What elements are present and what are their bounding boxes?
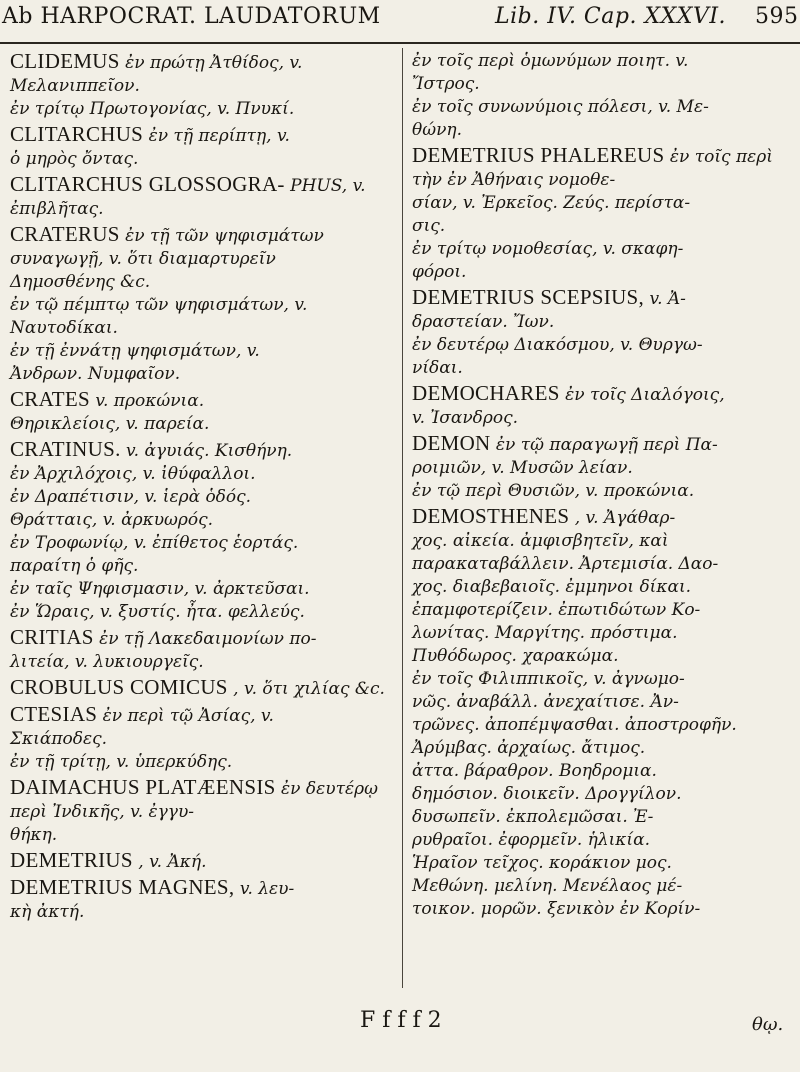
entry-line: ἐν δευτέρῳ περὶ Ἰνδικῆς, v. ἐγγυ- — [10, 779, 378, 822]
entry-line: Θράτταις, v. ἀρκυωρός. — [10, 510, 214, 530]
entry-line: χος. αἰκεία. ἀμφισβητεῖν, καὶ — [412, 531, 669, 551]
entry-line: θήκη. — [10, 825, 58, 845]
entry-line: Μεθώνη. μελίνη. Μενέλαος μέ- — [412, 876, 683, 896]
entry-line: ἐν τοῖς περὶ ὁμωνύμων ποιητ. v. — [412, 51, 689, 71]
entry-line: Ἀρύμβας. ἀρχαίως. ἄτιμος. — [412, 738, 646, 758]
entry-line: ἐν δευτέρῳ Διακόσμου, v. Θυργω- — [412, 335, 703, 355]
entry-line: ἐπαμφοτερίζειν. ἐπωτιδώτων Κο- — [412, 600, 701, 620]
entry-line: ἐν τῇ Λακεδαιμονίων πο- — [93, 629, 317, 649]
left-column — [10, 50, 395, 926]
right-column — [412, 50, 797, 923]
entry-line: , v. Ἀκή. — [132, 852, 207, 872]
entry-line: δραστείαν. Ἴων. — [412, 312, 555, 332]
entry-line: σις. — [412, 216, 446, 236]
entry-author: DEMETRIUS — [10, 848, 133, 872]
entry-line: Ναυτοδίκαι. — [10, 318, 118, 338]
entry-line: Μελανιππεῖον. — [10, 76, 140, 96]
entry-line: ἐν ταῖς Ψηφισμασιν, v. ἀρκτεῦσαι. — [10, 579, 310, 599]
entry-line: ἐν Ὥραις, v. ξυστίς. ἦτα. φελλεύς. — [10, 602, 305, 622]
entry-line: ἐν τρίτῳ νομοθεσίας, v. σκαφη- — [412, 239, 684, 259]
entry-line: κὴ ἀκτή. — [10, 902, 85, 922]
entry-line: Ἀνδρων. Νυμφαῖον. — [10, 364, 181, 384]
entry-line: ἐν περὶ τῷ Ἀσίας, v. — [97, 706, 274, 726]
entry-line: συναγωγῇ, v. ὅτι διαμαρτυρεῖν — [10, 249, 276, 269]
entry-line: Ἡραῖον τεῖχος. κοράκιον μος. — [412, 853, 672, 873]
entry-line: λωνίτας. Μαργίτης. πρόστιμα. — [412, 623, 678, 643]
entry-line: Σκιάποδες. — [10, 729, 108, 749]
catchword: θῳ. — [752, 1014, 784, 1035]
entry-author: CROBULUS COMICUS — [10, 675, 228, 699]
running-head-title: Ab HARPOCRAT. LAUDATORUM — [2, 4, 381, 29]
entry-line: PHUS, v. ἐπιβλῆτας. — [10, 176, 366, 219]
entry-line: , v. ὅτι χιλίας &c. — [227, 679, 385, 699]
index-entry — [10, 388, 395, 436]
entry-line: τρῶνες. ἀποπέμψασθαι. ἀποστροφῆν. — [412, 715, 737, 735]
running-head — [0, 4, 800, 40]
index-entry — [412, 382, 797, 430]
entry-author: DEMETRIUS PHALEREUS — [412, 143, 665, 167]
column-divider — [402, 48, 403, 988]
entry-line: θώνη. — [412, 120, 463, 140]
page-footer — [0, 1008, 800, 1038]
index-entry — [10, 50, 395, 121]
entry-line: ἐν τῷ πέμπτῳ τῶν ψηφισμάτων, v. — [10, 295, 308, 315]
entry-line: δυσωπεῖν. ἐκπολεμῶσαι. Ἐ- — [412, 807, 654, 827]
entry-line: ἐν τῇ τῶν ψηφισμάτων — [119, 226, 324, 246]
index-entry — [10, 626, 395, 674]
entry-line: ἐν τοῖς συνωνύμοις πόλεσι, v. Με- — [412, 97, 709, 117]
entry-line: λιτεία, v. λυκιουργεῖς. — [10, 652, 204, 672]
running-head-reference: Lib. IV. Cap. XXXVI. — [495, 4, 727, 29]
entry-line: ἐν τῇ τρίτῃ, v. ὑπερκύδης. — [10, 752, 233, 772]
entry-author: CRATES — [10, 387, 90, 411]
entry-line: ἐν τοῖς Διαλόγοις, — [559, 385, 725, 405]
entry-line: ἐν τοῖς Φιλιππικοῖς, v. ἀγνωμο- — [412, 669, 685, 689]
entry-line: ὁ μηρὸς ὄντας. — [10, 149, 139, 169]
index-entry — [10, 676, 395, 701]
entry-line: v. προκώνια. — [90, 391, 205, 411]
entry-line: Πυθόδωρος. χαρακώμα. — [412, 646, 619, 666]
entry-line: ἐν Δραπέτισιν, v. ἱερὰ ὁδός. — [10, 487, 252, 507]
entry-line: v. ἀγυιάς. Κισθήνη. — [120, 441, 293, 461]
entry-author: CRATERUS — [10, 222, 120, 246]
entry-author: CRATINUS. — [10, 437, 121, 461]
entry-line: Δημοσθένης &c. — [10, 272, 151, 292]
index-entry — [412, 432, 797, 503]
entry-line: ἐν τῇ περίπτῃ, v. — [143, 126, 290, 146]
index-entry — [10, 173, 395, 221]
entry-line: Θηρικλείοις, v. παρεία. — [10, 414, 210, 434]
entry-line: τοικον. μορῶν. ξενικὸν ἐν Κορίν- — [412, 899, 701, 919]
entry-line: χος. διαβεβαιοῖς. ἐμμηνοι δίκαι. — [412, 577, 692, 597]
entry-line: σίαν, v. Ἐρκεῖος. Ζεύς. περίστα- — [412, 193, 691, 213]
entry-author: CRITIAS — [10, 625, 94, 649]
index-entry — [412, 144, 797, 284]
index-entry — [412, 505, 797, 921]
entry-line: νίδαι. — [412, 358, 463, 378]
entry-line: ἐν Ἀρχιλόχοις, v. ἰθύφαλλοι. — [10, 464, 256, 484]
index-entry — [10, 849, 395, 874]
index-entry — [10, 876, 395, 924]
entry-line: v. λευ- — [234, 879, 295, 899]
entry-line: ἀττα. βάραθρον. Βοηδρομια. — [412, 761, 657, 781]
entry-line: ροιμιῶν, v. Μυσῶν λείαν. — [412, 458, 633, 478]
entry-line: ἐν Τροφωνίῳ, v. ἐπίθετος ἑορτάς. — [10, 533, 299, 553]
entry-author: CTESIAS — [10, 702, 98, 726]
entry-author: DEMETRIUS SCEPSIUS, — [412, 285, 645, 309]
index-entry — [10, 123, 395, 171]
entry-author: CLIDEMUS — [10, 49, 120, 73]
entry-line: Ἴστρος. — [412, 74, 480, 94]
entry-line: ἐν τῷ παραγωγῇ περὶ Πα- — [490, 435, 718, 455]
signature-mark: F f f f 2 — [360, 1008, 442, 1033]
entry-line: v. Ἀ- — [644, 289, 686, 309]
entry-line: v. Ἰσανδρος. — [412, 408, 519, 428]
entry-author: DAIMACHUS PLATÆENSIS — [10, 775, 276, 799]
entry-line: ἐν τῇ ἐννάτῃ ψηφισμάτων, v. — [10, 341, 260, 361]
entry-author: CLITARCHUS — [10, 122, 144, 146]
index-entry — [10, 776, 395, 847]
header-rule — [0, 42, 800, 44]
entry-author: CLITARCHUS GLOSSOGRA- — [10, 172, 285, 196]
entry-line: παραίτη ὁ φῆς. — [10, 556, 139, 576]
entry-line: δημόσιον. διοικεῖν. Δρογγίλον. — [412, 784, 682, 804]
entry-line: παρακαταβάλλειν. Ἀρτεμισία. Δαο- — [412, 554, 719, 574]
entry-line: , v. Ἀγάθαρ- — [569, 508, 676, 528]
entry-author: DEMOCHARES — [412, 381, 560, 405]
entry-author: DEMOSTHENES — [412, 504, 570, 528]
entry-author: DEMETRIUS MAGNES, — [10, 875, 235, 899]
index-entry — [10, 438, 395, 624]
entry-line: νῶς. ἀναβάλλ. ἀνεχαίτισε. Ἀν- — [412, 692, 679, 712]
page-number: 595 — [755, 4, 799, 29]
entry-line: ἐν τρίτῳ Πρωτογονίας, v. Πνυκί. — [10, 99, 295, 119]
index-entry — [10, 223, 395, 386]
index-entry — [412, 286, 797, 380]
index-entry — [412, 50, 797, 142]
index-entry — [10, 703, 395, 774]
entry-line: ἐν τῷ περὶ Θυσιῶν, v. προκώνια. — [412, 481, 695, 501]
entry-author: DEMON — [412, 431, 491, 455]
entry-line: ἐν πρώτῃ Ἀτθίδος, v. — [119, 53, 303, 73]
entry-line: ρυθραῖοι. ἐφορμεῖν. ἡλικία. — [412, 830, 650, 850]
entry-line: φόροι. — [412, 262, 467, 282]
entry-line: ἐν τοῖς περὶ τὴν ἐν Ἀθήναις νομοθε- — [412, 147, 773, 190]
